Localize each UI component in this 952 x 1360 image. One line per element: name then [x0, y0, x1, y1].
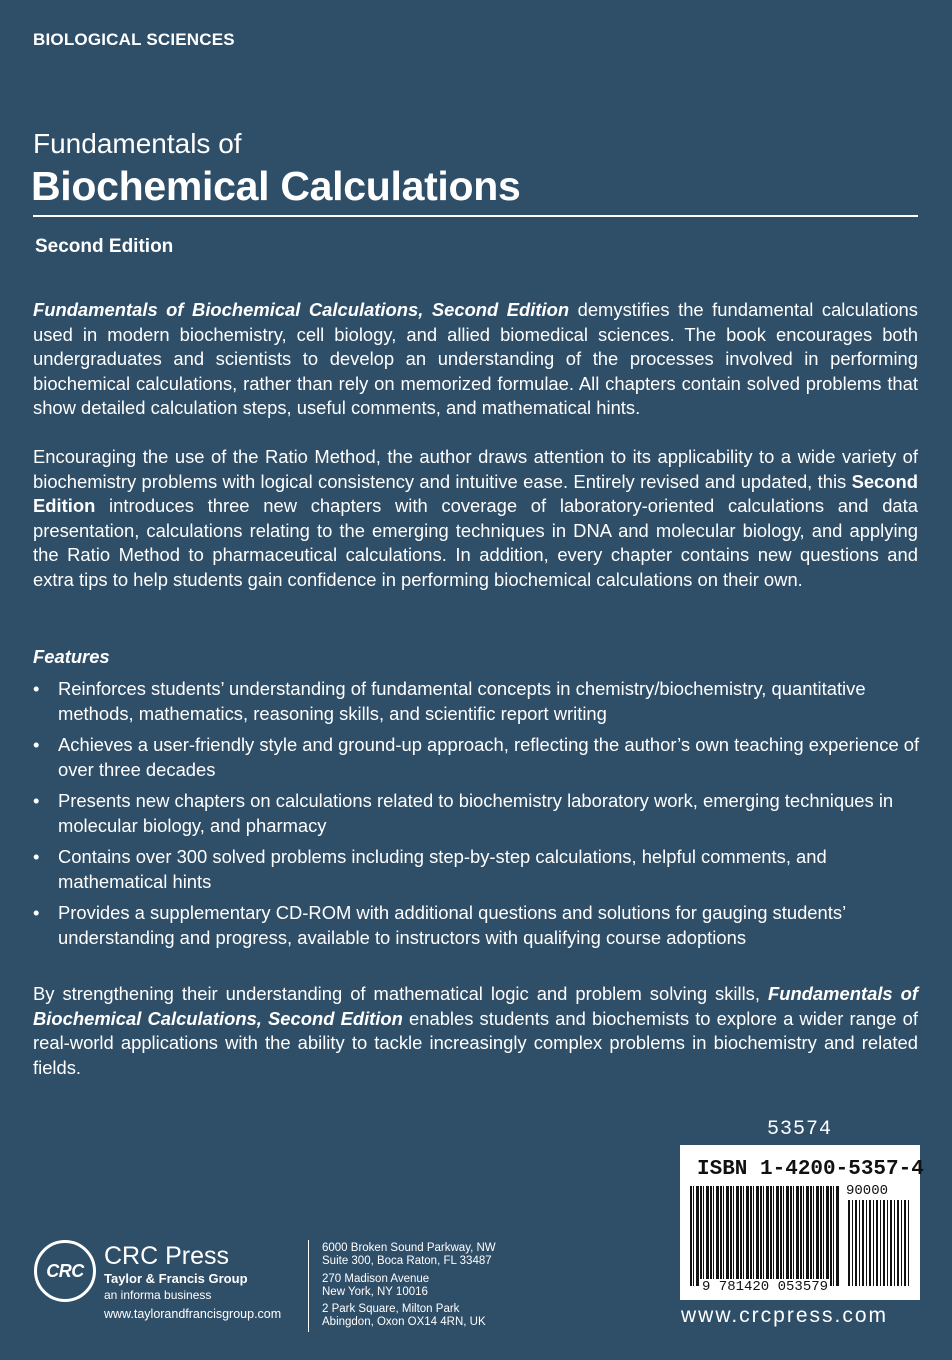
feature-text: Provides a supplementary CD-ROM with additional questions and solutions for gauging students’ understanding and progress, available to instructors with qualifying course adoptions [58, 902, 846, 948]
feature-item [33, 789, 933, 838]
title-divider [33, 215, 918, 217]
price-code: 53574 [767, 1118, 833, 1141]
bullet-icon: • [33, 734, 40, 755]
feature-text: Presents new chapters on calculations related to biochemistry laboratory work, emerging techniques in molecular biology, and pharmacy [58, 790, 894, 836]
feature-text: Achieves a user-friendly style and ground-up approach, reflecting the author’s own teaching experience of over three decades [58, 734, 920, 780]
para1-rest: demystifies the fundamental calculations used in modern biochemistry, cell biology, and allied biomedical sciences. The book encourages both undergraduates and scientists to develop an understanding of the processes involved in performing biochemical calculations, rather than rely on memorized formulae. All chapters contain solved problems that show detailed calculation steps, useful comments, and mathematical hints. [33, 299, 918, 418]
bullet-icon: • [33, 790, 40, 811]
crc-logo-icon [34, 1240, 96, 1302]
address-line: Suite 300, Boca Raton, FL 33487 [322, 1255, 492, 1267]
para2-bold: Second Edition [33, 470, 918, 516]
address-line: 270 Madison Avenue [322, 1273, 430, 1285]
category-label: BIOLOGICAL SCIENCES [33, 30, 235, 49]
feature-text: Contains over 300 solved problems including step-by-step calculations, helpful comments, and mathematical hints [58, 846, 827, 892]
bullet-icon: • [33, 846, 40, 867]
address-new-york [322, 1273, 429, 1299]
address-line: Abingdon, Oxon OX14 4RN, UK [322, 1316, 486, 1328]
address-divider [308, 1240, 309, 1332]
book-title: Biochemical Calculations [31, 163, 521, 209]
barcode-addon-number: 90000 [846, 1183, 889, 1199]
crc-logo-text: CRC [46, 1260, 84, 1281]
para3-part2: enables students and biochemists to explore a wider range of real-world applications with the ability to tackle increasingly complex problems in biochemistry and related fields. [33, 1007, 918, 1078]
isbn-text: ISBN 1-4200-5357-4 [697, 1158, 924, 1181]
features-heading: Features [33, 646, 110, 667]
feature-text: Reinforces students’ understanding of fundamental concepts in chemistry/biochemistry, quantitative methods, mathematics, reasoning skills, and scientific report writing [58, 678, 866, 724]
edition-label: Second Edition [35, 236, 174, 257]
address-line: 2 Park Square, Milton Park [322, 1303, 460, 1315]
para3-part1: By strengthening their understanding of mathematical logic and problem solving skills, [33, 983, 768, 1004]
feature-item [33, 901, 933, 950]
address-florida [322, 1242, 496, 1268]
feature-item [33, 845, 933, 894]
description-paragraph-2 [33, 445, 918, 592]
para1-lead: Fundamentals of Biochemical Calculations, Second Edition [33, 299, 570, 320]
description-paragraph-1 [33, 298, 918, 421]
publisher-group: Taylor & Francis Group [104, 1271, 248, 1286]
publisher-tagline: an informa business [104, 1288, 212, 1302]
features-list [33, 677, 933, 957]
title-line-1: Fundamentals of [33, 128, 242, 159]
publisher-name: CRC Press [104, 1242, 230, 1270]
address-line: New York, NY 10016 [322, 1286, 428, 1298]
bullet-icon: • [33, 902, 40, 923]
feature-item [33, 733, 933, 782]
address-uk [322, 1303, 486, 1329]
group-website: www.taylorandfrancisgroup.com [104, 1307, 282, 1321]
para2-part2: introduces three new chapters with coverage of laboratory-oriented calculations and data presentation, calculations relating to the emerging techniques in DNA and molecular biology, and applying the Ratio Method to pharmaceutical calculations. In addition, every chapter contains new questions and extra tips to help students gain confidence in performing biochemical calculations on their own. [33, 495, 918, 590]
bullet-icon: • [33, 678, 40, 699]
publisher-website: www.crcpress.com [681, 1304, 889, 1327]
barcode-icon [690, 1186, 840, 1286]
address-line: 6000 Broken Sound Parkway, NW [322, 1242, 496, 1254]
description-paragraph-3 [33, 982, 918, 1080]
para2-part1: Encouraging the use of the Ratio Method, the author draws attention to its applicability to a wide variety of biochemistry problems with logical consistency and intuitive ease. Entirely revised and updated, this [33, 446, 918, 492]
feature-item [33, 677, 933, 726]
addon-barcode-icon [848, 1200, 910, 1286]
ean-number: 9 781420 053579 [702, 1279, 829, 1295]
para3-bold-italic: Fundamentals of Biochemical Calculations, Second Edition [33, 983, 918, 1029]
